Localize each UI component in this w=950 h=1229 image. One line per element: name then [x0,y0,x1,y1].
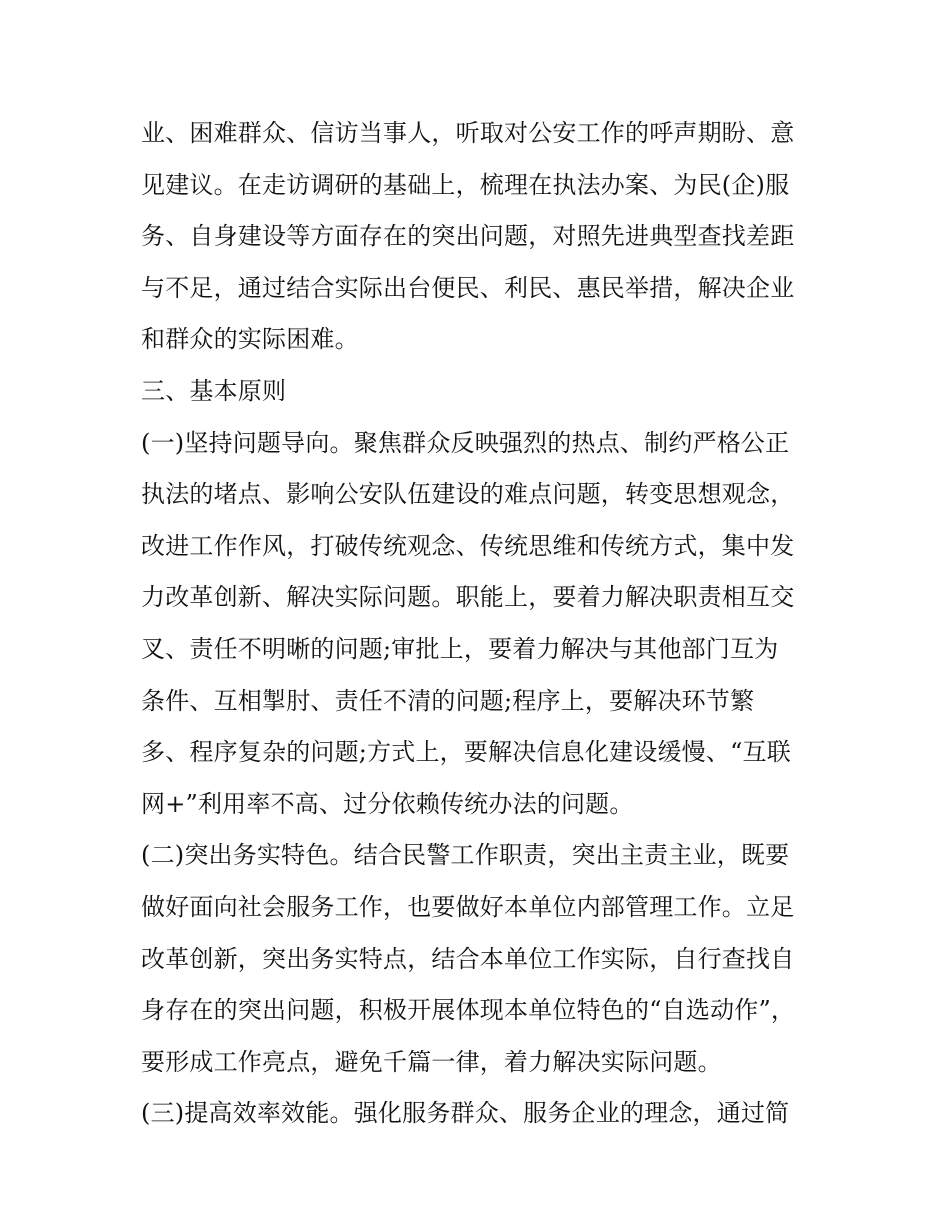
text-line: (一)坚持问题导向。聚焦群众反映强烈的热点、制约严格公正 [141,428,790,457]
text-line: 和群众的实际困难。 [141,325,359,354]
document-body [141,108,821,1140]
text-line: 务、自身建设等方面存在的突出问题，对照先进典型查找差距 [141,222,795,251]
text-line: 力改革创新、解决实际问题。职能上，要着力解决职责相互交 [141,583,795,612]
text-line: 执法的堵点、影响公安队伍建设的难点问题，转变思想观念， [141,480,795,509]
text-line: 多、程序复杂的问题;方式上，要解决信息化建设缓慢、“互联 [141,738,791,767]
section-heading: 三、基本原则 [141,376,287,405]
text-line: 叉、责任不明晰的问题;审批上，要着力解决与其他部门互为 [141,634,779,663]
text-line: 身存在的突出问题，积极开展体现本单位特色的“自选动作”， [141,996,796,1025]
text-line: 网+”利用率不高、过分依赖传统办法的问题。 [141,789,634,818]
text-line: 业、困难群众、信访当事人，听取对公安工作的呼声期盼、意 [141,119,795,147]
text-line: (二)突出务实特色。结合民警工作职责，突出主责主业，既要 [141,841,790,870]
text-line: 改进工作作风，打破传统观念、传统思维和传统方式，集中发 [141,531,795,560]
text-line: 做好面向社会服务工作，也要做好本单位内部管理工作。立足 [141,892,795,921]
text-line: (三)提高效率效能。强化服务群众、服务企业的理念，通过简 [141,1099,790,1128]
text-line: 要形成工作亮点，避免千篇一律，着力解决实际问题。 [141,1047,722,1076]
text-line: 与不足，通过结合实际出台便民、利民、惠民举措，解决企业 [141,273,795,302]
text-line: 条件、互相掣肘、责任不清的问题;程序上，要解决环节繁 [141,686,755,715]
text-line: 见建议。在走访调研的基础上，梳理在执法办案、为民(企)服 [141,170,790,199]
text-line: 改革创新，突出务实特点，结合本单位工作实际，自行查找自 [141,944,795,973]
